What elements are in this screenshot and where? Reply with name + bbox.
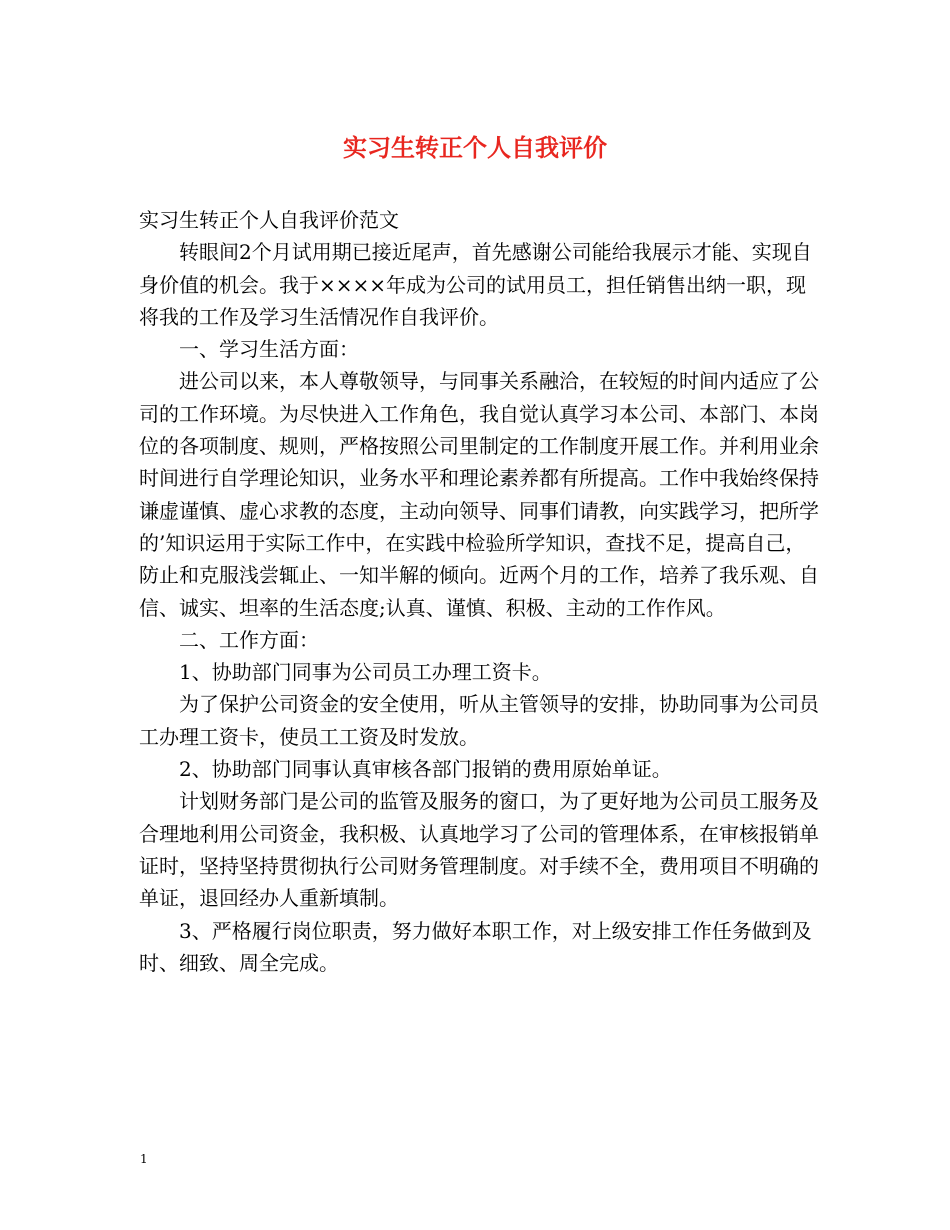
section-heading-work: 二、工作方面：	[179, 627, 319, 652]
page-number: 1	[140, 1152, 148, 1166]
paragraph-study: 进公司以来，本人尊敬领导，与同事关系融洽，在较短的时间内适应了公司的工作环境。为尽快进入工作角色，我自觉认真学习本公司、本部门、本岗位的各项制度、规则，严格按照公司里制定的工作制度开展工作。并利用业余时间进行自学理论知识，业务水平和理论素养都有所提高。工作中我始终保持谦虚谨慎、虚心求教的态度，主动向领导、同事们请教，向实践学习，把所学的’知识运用于实际工作中，在实践中检验所学知识，查找不足，提高自己，防止和克服浅尝辄止、一知半解的倾向。近两个月的工作，培养了我乐观、自信、诚实、坦率的生活态度;认真、谨慎、积极、主动的工作作风。	[139, 369, 819, 620]
paragraph-item-2: 计划财务部门是公司的监管及服务的窗口，为了更好地为公司员工服务及合理地利用公司资金，我积极、认真地学习了公司的管理体系，在审核报销单证时，坚持坚持贯彻执行公司财务管理制度。对手续不全，费用项目不明确的单证，退回经办人重新填制。	[139, 789, 819, 911]
paragraph-intro: 转眼间2个月试用期已接近尾声，首先感谢公司能给我展示才能、实现自身价值的机会。我于××××年成为公司的试用员工，担任销售出纳一职，现将我的工作及学习生活情况作自我评价。	[139, 240, 812, 329]
list-item-2: 2、协助部门同事认真审核各部门报销的费用原始单证。	[179, 757, 672, 782]
section-heading-study: 一、学习生活方面：	[179, 337, 359, 362]
document-title: 实习生转正个人自我评价	[343, 133, 607, 162]
list-item-3: 3、严格履行岗位职责，努力做好本职工作，对上级安排工作任务做到及时、细致、周全完成。	[139, 918, 812, 975]
document-body	[139, 204, 819, 979]
paragraph-item-1: 为了保护公司资金的安全使用，听从主管领导的安排，协助同事为公司员工办理工资卡，使员工工资及时发放。	[139, 692, 819, 749]
list-item-1: 1、协助部门同事为公司员工办理工资卡。	[179, 660, 552, 685]
document-subtitle: 实习生转正个人自我评价范文	[139, 208, 399, 232]
